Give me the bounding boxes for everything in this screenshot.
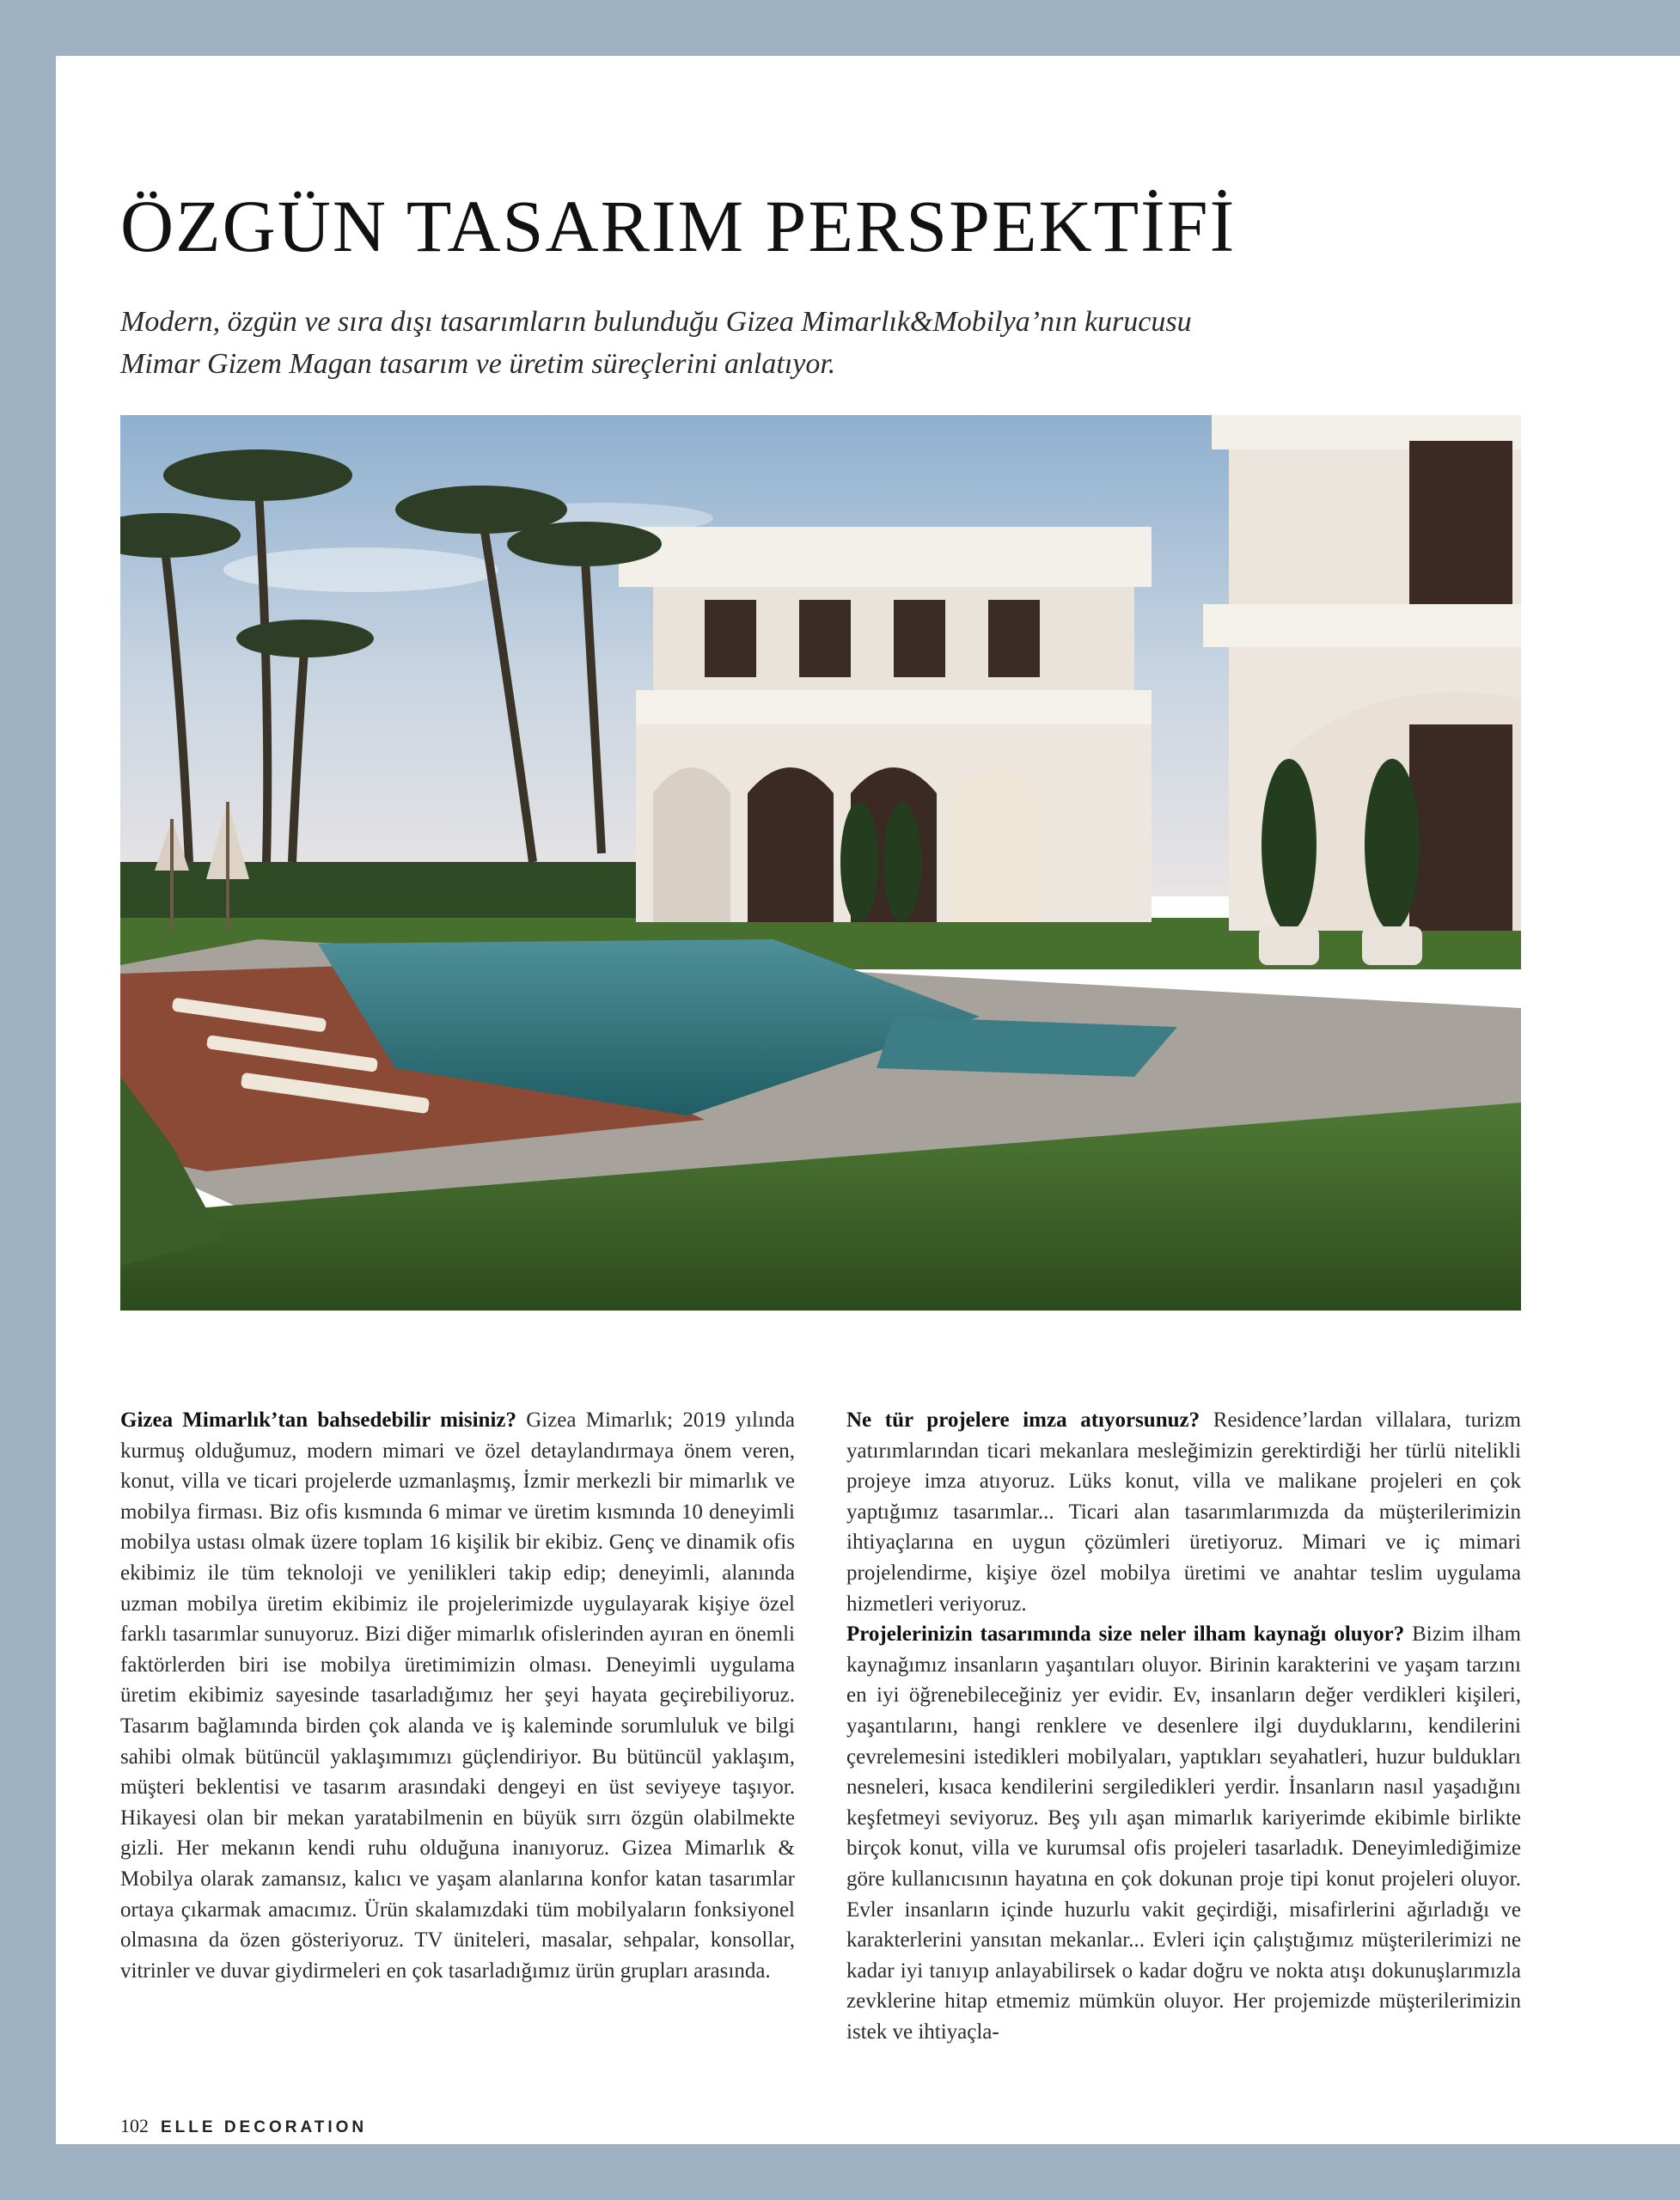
interview-question: Gizea Mimarlık’tan bahsedebilir misiniz? [120,1409,516,1432]
paragraph [846,1405,1521,1619]
page-footer [120,2115,367,2137]
interview-answer: Residence’lardan villalara, turizm yatırımlarından ticari mekanlara mesleğimizin gerektirdiği her türlü nitelikli projeye imza atıyoruz. Lüks konut, villa ve malikane projeleri en çok yaptığımız tasarımlar... Ticari alan tasarımlarımızda da müşterilerimizin ihtiyaçlarına en uygun çözümleri üretiyoruz. Mimari ve iç mimari projelendirme, kişiye özel mobilya üretimi ve anahtar teslim uygulama hizmetleri veriyoruz. [846,1409,1521,1616]
magazine-name: ELLE DECORATION [161,2118,368,2136]
subtitle-line: Mimar Gizem Magan tasarım ve üretim süreçlerini anlatıyor. [120,348,836,380]
article-subtitle [120,301,1495,385]
paragraph [846,1619,1521,2047]
article-column-right [846,1405,1521,2047]
magazine-page [56,56,1680,2144]
paragraph [120,1405,795,1986]
article-column-left [120,1405,795,1986]
subtitle-line: Modern, özgün ve sıra dışı tasarımların bulunduğu Gizea Mimarlık&Mobilya’nın kurucusu [120,306,1192,338]
interview-question: Projelerinizin tasarımında size neler ilham kaynağı oluyor? [846,1622,1405,1647]
interview-answer: Bizim ilham kaynağımız insanların yaşantıları oluyor. Birinin karakterini ve yaşam tarzını en iyi öğrenebileceğiniz yer evidir. Ev, insanların değer verdikleri kişileri, yaşantılarını, hangi renklere ve desenlere ilgi duyduklarını, kendilerini çevrelemesini istedikleri mobilyaları, yaptıkları seyahatleri, huzur buldukları nesneleri, kısaca kendilerini sergiledikleri yerdir. İnsanların nasıl yaşadığını keşfetmeyi seviyoruz. Beş yılı aşan mimarlık kariyerimde ekibimle birlikte birçok konut, villa ve kurumsal ofis projeleri tasarladık. Deneyimlediğimize göre kullanıcısının hayatına en çok dokunan proje tipi konut projeleri oluyor. Evler insanların içinde huzurlu vakit geçirdiği, misafirlerini ağırladığı ve karakterlerini yansıtan mekanlar... Evleri için çalıştığımız müşterilerimizi ne kadar iyi tanıyıp anlayabilirsek o kadar doğru ve nokta atışı dokunuşlarımızla zevklerine hitap etmemiz mümkün oluyor. Her projemizde müşterilerimizin istek ve ihtiyaçla- [846,1622,1521,2044]
villa-pool-photo [120,415,1521,1311]
article-title: ÖZGÜN TASARIM PERSPEKTİFİ [120,185,1237,267]
interview-answer: Gizea Mimarlık; 2019 yılında kurmuş olduğumuz, modern mimari ve özel detaylandırmaya önem veren, konut, villa ve ticari projelerde uzmanlaşmış, İzmir merkezli bir mimarlık ve mobilya firması. Biz ofis kısmında 6 mimar ve üretim kısmında 10 deneyimli mobilya ustası olmak üzere toplam 16 kişilik bir ekibiz. Genç ve dinamik ofis ekibimiz ile tüm teknoloji ve yenilikleri takip edip; deneyimli, alanında uzman mobilya üretim ekibimiz ile projelerimizde uygulayarak kişiye özel farklı tasarımlar sunuyoruz. Bizi diğer mimarlık ofislerinden ayıran en önemli faktörlerden biri ise mobilya üretimimizin olması. Deneyimli uygulama üretim ekibimiz sayesinde tasarladığımız her şeyi hayata geçirebiliyoruz. Tasarım bağlamında birden çok alanda ve iş kaleminde sorumluluk ve bilgi sahibi olmak bütüncül yaklaşımımızı güçlendiriyor. Bu bütüncül yaklaşım, müşteri beklentisi ve tasarım arasındaki dengeyi en üst seviyeye taşıyor. Hikayesi olan bir mekan yaratabilmenin en büyük sırrı özgün olabilmekte gizli. Her mekanın kendi ruhu olduğuna inanıyoruz. Gizea Mimarlık & Mobilya olarak zamansız, kalıcı ve yaşam alanlarına konfor katan tasarımlar ortaya çıkarmak amacımız. Ürün skalamızdaki tüm mobilyaların fonksiyonel olmasına da özen gösteriyoruz. TV üniteleri, masalar, sehpalar, konsollar, vitrinler ve duvar giydirmeleri en çok tasarladığımız ürün grupları arasında. [120,1409,795,1983]
page-number: 102 [120,2115,149,2136]
interview-question: Ne tür projelere imza atıyorsunuz? [846,1409,1200,1432]
